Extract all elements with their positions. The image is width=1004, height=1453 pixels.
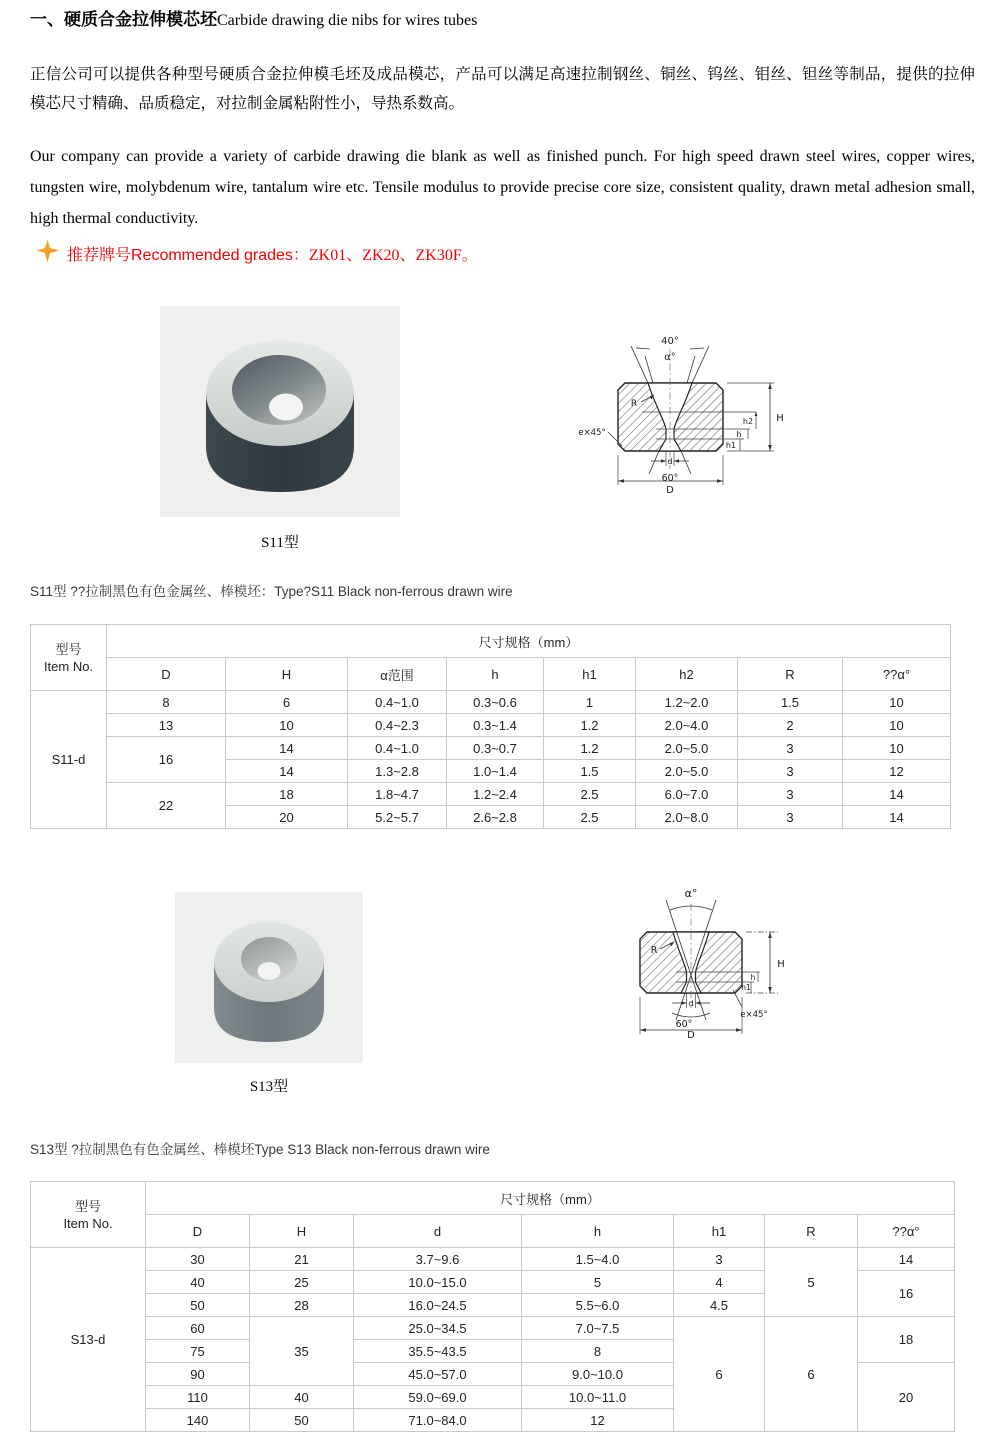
column-header: D [146,1215,250,1248]
s11-dim-e45: e×45° [578,428,606,438]
table-cell: 14 [843,806,951,829]
table-cell: 14 [226,760,348,783]
table-cell: 1.2 [544,737,636,760]
table-cell: 59.0~69.0 [354,1386,522,1409]
table-cell: 5 [765,1248,858,1317]
s11-dim-40deg: 40° [661,336,679,347]
s13-dim-alpha: α° [684,887,698,900]
column-header: d [354,1215,522,1248]
s11-table-intro: S11型 ??拉制黑色有色金属丝、棒模坯：Type?S11 Black non-ferrous drawn wire [30,584,513,599]
table-cell: 10.0~15.0 [354,1271,522,1294]
table-row [31,783,951,806]
table-cell: 7.0~7.5 [522,1317,674,1340]
s11-dim-alpha: α° [664,352,676,363]
s11-dim-h: h [736,430,742,439]
item-no-header [31,625,107,691]
s11-dim-h1: h1 [725,441,737,450]
s11-spec-table [30,624,951,829]
table-cell: 16.0~24.5 [354,1294,522,1317]
table-cell: 20 [226,806,348,829]
column-header: h [447,658,544,691]
page-title-en: Carbide drawing die nibs for wires tubes [217,12,478,29]
table-cell: 1.2 [544,714,636,737]
table-cell: 16 [107,737,226,783]
table-cell: 45.0~57.0 [354,1363,522,1386]
table-cell: 140 [146,1409,250,1432]
table-row [31,658,951,691]
table-cell: 1.5 [738,691,843,714]
table-cell: 18 [858,1317,955,1363]
table-cell: 14 [226,737,348,760]
intro-paragraph-cn: 正信公司可以提供各种型号硬质合金拉伸模毛坯及成品模芯，产品可以满足高速拉制钢丝、铜丝、钨丝、钼丝、钽丝等制品，提供的拉伸模芯尺寸精确、品质稳定，对拉制金属粘附性小，导热系数高。 [30,66,975,112]
table-cell: 1.8~4.7 [348,783,447,806]
table-cell: 13 [107,714,226,737]
table-cell: 110 [146,1386,250,1409]
s13-dim-H: H [777,959,785,970]
table-cell: 71.0~84.0 [354,1409,522,1432]
page-title-cn: 一、硬质合金拉伸模芯坯 [30,10,217,29]
table-cell: 10 [843,737,951,760]
s11-product-photo [160,306,400,522]
page-title [30,9,975,32]
item-no-header-en: Item No. [63,1215,113,1231]
s13-table-intro: S13型 ?拉制黑色有色金属丝、棒模坯Type S13 Black non-ferrous drawn wire [30,1142,490,1157]
s13-dim-h1: h1 [741,983,751,992]
column-header: D [107,658,226,691]
item-no-header-en: Item No. [43,658,94,674]
table-row [31,1317,955,1340]
table-cell: 22 [107,783,226,829]
s13-dim-h: h [750,973,756,982]
column-header: h1 [674,1215,765,1248]
column-header: H [226,658,348,691]
table-cell: 12 [522,1409,674,1432]
table-cell: 75 [146,1340,250,1363]
star-icon [36,239,59,267]
table-cell: 40 [250,1386,354,1409]
recommended-grades-label: 推荐牌号Recommended grades： [67,246,309,264]
item-no-header-cn: 型号 [74,1198,101,1214]
table-cell: 4 [674,1271,765,1294]
item-no-header [31,1182,146,1248]
table-cell: 5.2~5.7 [348,806,447,829]
column-header: h2 [636,658,738,691]
table-cell: 8 [107,691,226,714]
table-cell: 3 [738,737,843,760]
table-cell: 1.2~2.0 [636,691,738,714]
column-header: ??α° [858,1215,955,1248]
table-cell: 25 [250,1271,354,1294]
item-no-cell: S13-d [31,1248,146,1432]
table-cell: 16 [858,1271,955,1317]
table-cell: 20 [858,1363,955,1432]
table-cell: 2.0~8.0 [636,806,738,829]
table-row [31,691,951,714]
table-row [31,1248,955,1271]
table-cell: 10 [843,691,951,714]
table-cell: 0.3~1.4 [447,714,544,737]
table-cell: 6 [674,1317,765,1432]
table-cell: 0.4~1.0 [348,691,447,714]
s13-dim-D: D [687,1030,695,1038]
s11-dim-60deg: 60° [661,473,679,484]
table-cell: 21 [250,1248,354,1271]
table-cell: 1.2~2.4 [447,783,544,806]
s13-dim-60deg: 60° [675,1019,693,1030]
s13-dim-r: R [650,945,658,956]
table-cell: 3 [738,806,843,829]
table-cell: 6.0~7.0 [636,783,738,806]
table-cell: 6 [765,1317,858,1432]
size-spec-header: 尺寸规格（mm） [107,625,951,658]
table-cell: 35 [250,1317,354,1386]
size-spec-header: 尺寸规格（mm） [146,1182,955,1215]
s13-product-photo [175,892,363,1068]
table-cell: 10 [843,714,951,737]
table-row [31,737,951,760]
s13-photo-caption: S13型 [249,1079,289,1095]
s11-photo-caption: S11型 [261,535,299,551]
table-cell: 3 [738,760,843,783]
table-cell: 60 [146,1317,250,1340]
recommended-grades-line [36,239,478,267]
table-cell: 1.0~1.4 [447,760,544,783]
table-cell: 14 [858,1248,955,1271]
table-cell: 12 [843,760,951,783]
table-cell: 18 [226,783,348,806]
s11-dim-D: D [666,485,674,495]
table-cell: 25.0~34.5 [354,1317,522,1340]
table-row [31,625,951,658]
table-cell: 28 [250,1294,354,1317]
column-header: ??α° [843,658,951,691]
table-cell: 8 [522,1340,674,1363]
table-cell: 3 [738,783,843,806]
table-cell: 50 [250,1409,354,1432]
table-cell: 0.3~0.6 [447,691,544,714]
table-cell: 2.0~5.0 [636,737,738,760]
table-cell: 9.0~10.0 [522,1363,674,1386]
column-header: R [765,1215,858,1248]
intro-paragraph-en: Our company can provide a variety of carbide drawing die blank as well as finished punch. For high speed drawn steel wires, copper wires, tungsten wire, molybdenum wire, tantalum wire etc. Tensile modulus to provide precise core size, consistent quality, drawn metal adhesion small, high thermal conductivity. [30,148,975,227]
item-no-header-cn: 型号 [55,641,82,657]
table-cell: 2.0~5.0 [636,760,738,783]
table-cell: 10 [226,714,348,737]
table-cell: 30 [146,1248,250,1271]
table-cell: 4.5 [674,1294,765,1317]
s11-dim-d: d [667,457,673,466]
table-cell: 5.5~6.0 [522,1294,674,1317]
table-cell: 35.5~43.5 [354,1340,522,1363]
column-header: h [522,1215,674,1248]
table-row [31,1182,955,1215]
recommended-grades-values: ZK01、ZK20、ZK30F。 [308,246,478,264]
table-cell: 50 [146,1294,250,1317]
s13-dim-d: d [688,999,694,1008]
table-row [31,1215,955,1248]
s11-dimension-diagram [578,333,796,500]
s11-dim-h2: h2 [742,417,754,426]
s13-dim-e45: e×45° [740,1010,768,1020]
column-header: R [738,658,843,691]
table-row [31,714,951,737]
table-cell: 40 [146,1271,250,1294]
column-header: h1 [544,658,636,691]
table-cell: 10.0~11.0 [522,1386,674,1409]
table-cell: 0.4~1.0 [348,737,447,760]
table-cell: 2.5 [544,806,636,829]
table-cell: 2.6~2.8 [447,806,544,829]
table-cell: 14 [843,783,951,806]
s11-dim-H: H [776,413,784,424]
column-header: α范围 [348,658,447,691]
table-cell: 3.7~9.6 [354,1248,522,1271]
table-cell: 1.5 [544,760,636,783]
s11-dim-r: R [630,399,638,409]
table-cell: 2.0~4.0 [636,714,738,737]
s13-spec-table [30,1181,955,1432]
table-cell: 0.4~2.3 [348,714,447,737]
table-cell: 1.3~2.8 [348,760,447,783]
table-cell: 1.5~4.0 [522,1248,674,1271]
table-cell: 5 [522,1271,674,1294]
column-header: H [250,1215,354,1248]
table-cell: 90 [146,1363,250,1386]
item-no-cell: S11-d [31,691,107,829]
table-cell: 6 [226,691,348,714]
s13-dimension-diagram [602,886,797,1043]
table-cell: 3 [674,1248,765,1271]
table-cell: 1 [544,691,636,714]
table-cell: 2 [738,714,843,737]
table-cell: 0.3~0.7 [447,737,544,760]
table-cell: 2.5 [544,783,636,806]
